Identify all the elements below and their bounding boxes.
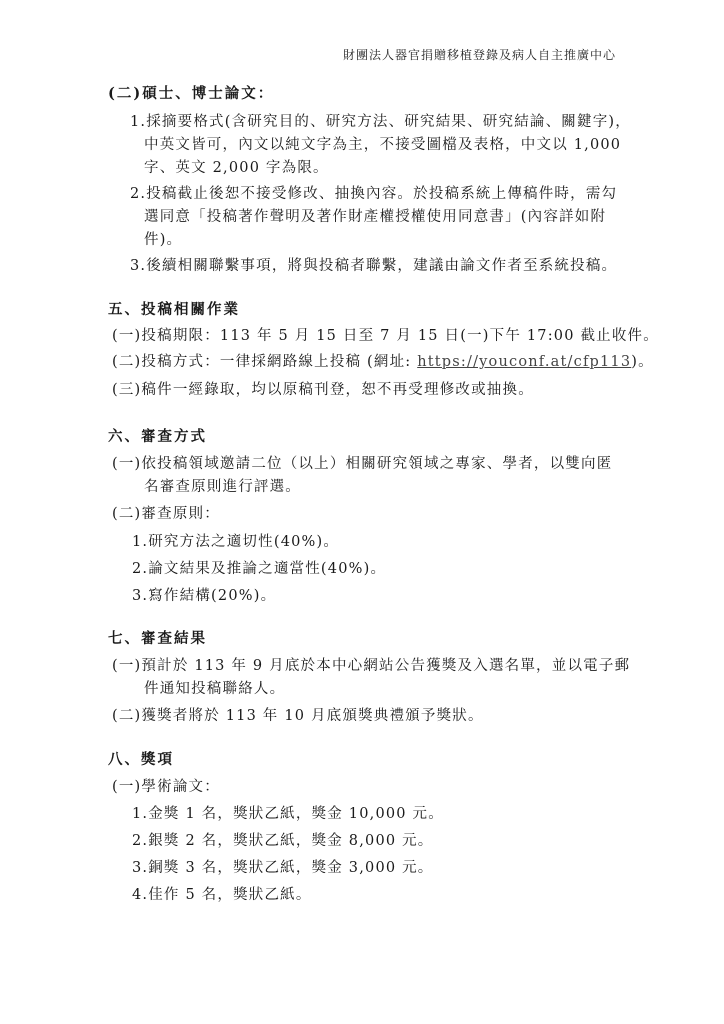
paragraph-line: 1.金獎 1 名，獎狀乙紙，獎金 10,000 元。 xyxy=(132,806,444,822)
paragraph-line: (二)審查原則： xyxy=(112,506,220,522)
paragraph-line: (一)學術論文： xyxy=(112,779,220,795)
paragraph-line: (三)稿件一經錄取，均以原稿刊登，恕不再受理修改或抽換。 xyxy=(112,382,534,398)
paragraph-line: 4.佳作 5 名，獎狀乙紙。 xyxy=(132,887,312,903)
paragraph-line: 2.投稿截止後恕不接受修改、抽換內容。於投稿系統上傳稿件時，需勾 xyxy=(130,186,618,202)
paragraph-line: 3.銅獎 3 名，獎狀乙紙，獎金 3,000 元。 xyxy=(132,860,434,876)
paragraph-line: 名審查原則進行評選。 xyxy=(144,479,301,495)
submission-method-text: (二)投稿方式：一律採網路線上投稿 (網址: xyxy=(112,354,418,370)
paragraph-line: 字、英文 2,000 字為限。 xyxy=(144,160,329,176)
paragraph-line xyxy=(112,352,654,372)
page-header: 財團法人器官捐贈移植登錄及病人自主推廣中心 xyxy=(342,48,616,62)
paragraph-line: (一)依投稿領域邀請二位（以上）相關研究領域之專家、學者，以雙向匿 xyxy=(112,456,613,472)
section-heading: 六、審查方式 xyxy=(108,428,207,445)
paragraph-line: 2.銀獎 2 名，獎狀乙紙，獎金 8,000 元。 xyxy=(132,833,434,849)
paragraph-line: 3.寫作結構(20%)。 xyxy=(132,588,277,604)
section-heading: (二)碩士、博士論文： xyxy=(108,85,275,102)
paragraph-line: (一)投稿期限：113 年 5 月 15 日至 7 月 15 日(一)下午 17:00 截止收件。 xyxy=(112,328,659,344)
paragraph-line: (一)預計於 113 年 9 月底於本中心網站公告獲獎及入選名單，並以電子郵 xyxy=(112,658,631,674)
section-heading: 七、審查結果 xyxy=(108,630,207,647)
paragraph-line: 中英文皆可，內文以純文字為主，不接受圖檔及表格，中文以 1,000 xyxy=(144,137,622,153)
paragraph-line: (二)獲獎者將於 113 年 10 月底頒獎典禮頒予獎狀。 xyxy=(112,708,484,724)
section-heading: 五、投稿相關作業 xyxy=(108,301,240,318)
paragraph-line: 1.研究方法之適切性(40%)。 xyxy=(132,534,340,550)
paragraph-line: 1.採摘要格式(含研究目的、研究方法、研究結果、研究結論、關鍵字)， xyxy=(130,114,631,130)
paragraph-line: 件)。 xyxy=(144,232,183,248)
paragraph-line: 選同意「投稿著作聲明及著作財產權授權使用同意書」(內容詳如附 xyxy=(144,209,607,225)
paragraph-line: 2.論文結果及推論之適當性(40%)。 xyxy=(132,561,387,577)
submission-method-suffix: )。 xyxy=(631,354,654,370)
paragraph-line: 3.後續相關聯繫事項，將與投稿者聯繫，建議由論文作者至系統投稿。 xyxy=(130,258,618,274)
paragraph-line: 件通知投稿聯絡人。 xyxy=(144,681,286,697)
section-heading: 八、獎項 xyxy=(108,751,174,768)
submission-url-link[interactable]: https://youconf.at/cfp113 xyxy=(417,354,632,370)
